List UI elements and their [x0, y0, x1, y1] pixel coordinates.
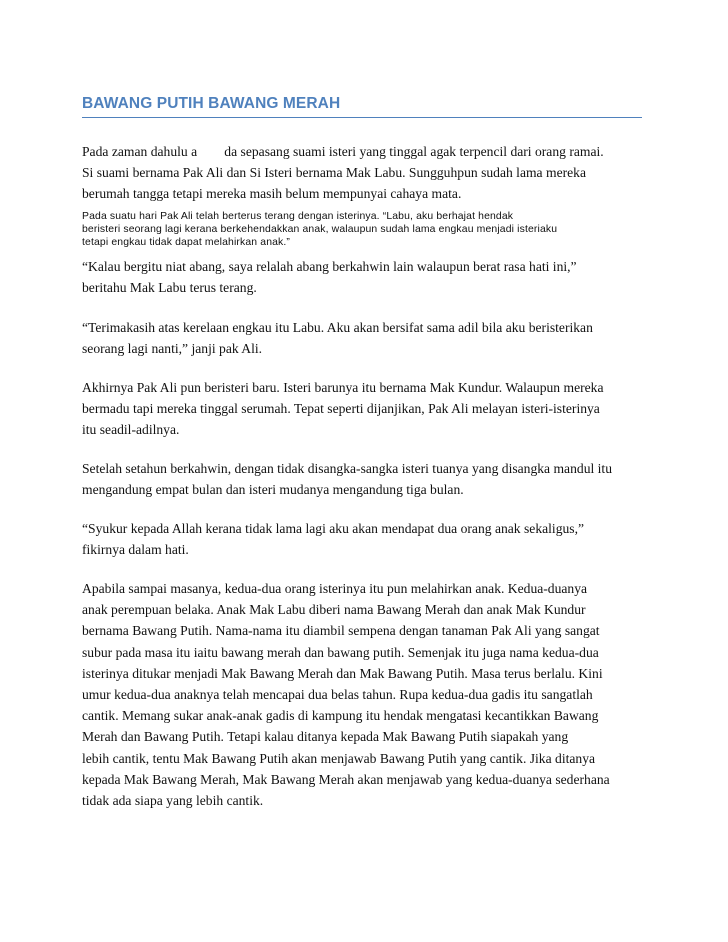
text-line: berumah tangga tetapi mereka masih belum mempunyai cahaya mata. [82, 186, 462, 202]
paragraph-new-wife [82, 377, 652, 441]
paragraph-mak-labu-reply [82, 256, 652, 298]
text-line: Si suami bernama Pak Ali dan Si Isteri bernama Mak Labu. Sungguhpun sudah lama mereka [82, 165, 586, 181]
document-title: BAWANG PUTIH BAWANG MERAH [82, 95, 341, 112]
text-line: mengandung empat bulan dan isteri mudanya mengandung tiga bulan. [82, 482, 464, 498]
text-line: Setelah setahun berkahwin, dengan tidak disangka-sangka isteri tuanya yang disangka mandul itu [82, 461, 613, 476]
text-line: lebih cantik, tentu Mak Bawang Putih akan menjawab Bawang Putih yang cantik. Jika ditanya [82, 750, 596, 766]
text-line: anak perempuan belaka. Anak Mak Labu diberi nama Bawang Merah dan anak Mak Kundur [82, 602, 586, 618]
text-line: Pada suatu hari Pak Ali telah berterus terang dengan isterinya. “Labu, aku berhajat hendak [82, 211, 514, 222]
text-line: umur kedua-dua anaknya telah mencapai dua belas tahun. Rupa kedua-dua gadis itu sangatlah [82, 687, 593, 703]
text-line: subur pada masa itu iaitu bawang merah dan bawang putih. Semenjak itu juga nama kedua-dua [82, 644, 599, 660]
paragraph-opening [82, 141, 652, 205]
text-line: Pada zaman dahulu a da sepasang suami isteri yang tinggal agak terpencil dari orang ramai. [82, 144, 604, 159]
text-line: beristeri seorang lagi kerana berkehendakkan anak, walaupun sudah lama engkau menjadi isteriaku [82, 224, 558, 235]
paragraph-daughters [82, 578, 652, 811]
title-underline [82, 117, 642, 118]
text-line: itu seadil-adilnya. [82, 422, 180, 438]
text-line: Akhirnya Pak Ali pun beristeri baru. Isteri barunya itu bernama Mak Kundur. Walaupun mereka [82, 380, 604, 395]
text-line: tidak ada siapa yang lebih cantik. [82, 793, 264, 809]
paragraph-pregnancy [82, 458, 652, 500]
text-line: “Terimakasih atas kerelaan engkau itu Labu. Aku akan bersifat sama adil bila aku beristerikan [82, 320, 593, 335]
text-line: tetapi engkau tidak dapat melahirkan anak.” [82, 237, 291, 248]
paragraph-gratitude [82, 518, 652, 560]
text-line: bernama Bawang Putih. Nama-nama itu diambil sempena dengan tanaman Pak Ali yang sangat [82, 623, 600, 639]
paragraph-pak-ali-request [82, 210, 652, 249]
text-line: isterinya ditukar menjadi Mak Bawang Merah dan Mak Bawang Putih. Masa terus berlalu. Kini [82, 665, 603, 681]
text-line: seorang lagi nanti,” janji pak Ali. [82, 341, 263, 357]
text-line: kepada Mak Bawang Merah, Mak Bawang Merah akan menjawab yang kedua-duanya sederhana [82, 771, 610, 787]
text-line: bermadu tapi mereka tinggal serumah. Tepat seperti dijanjikan, Pak Ali melayan isteri-isterinya [82, 401, 600, 417]
text-line: beritahu Mak Labu terus terang. [82, 280, 257, 296]
text-line: Apabila sampai masanya, kedua-dua orang isterinya itu pun melahirkan anak. Kedua-duanya [82, 581, 588, 596]
text-line: “Syukur kepada Allah kerana tidak lama lagi aku akan mendapat dua orang anak sekaligus,” [82, 521, 585, 536]
text-line: “Kalau bergitu niat abang, saya relalah abang berkahwin lain walaupun berat rasa hati ini,” [82, 259, 577, 274]
paragraph-pak-ali-promise [82, 317, 652, 359]
text-line: Merah dan Bawang Putih. Tetapi kalau ditanya kepada Mak Bawang Putih siapakah yang [82, 729, 569, 745]
text-line: fikirnya dalam hati. [82, 542, 189, 558]
text-line: cantik. Memang sukar anak-anak gadis di kampung itu hendak mengatasi kecantikkan Bawang [82, 708, 599, 724]
